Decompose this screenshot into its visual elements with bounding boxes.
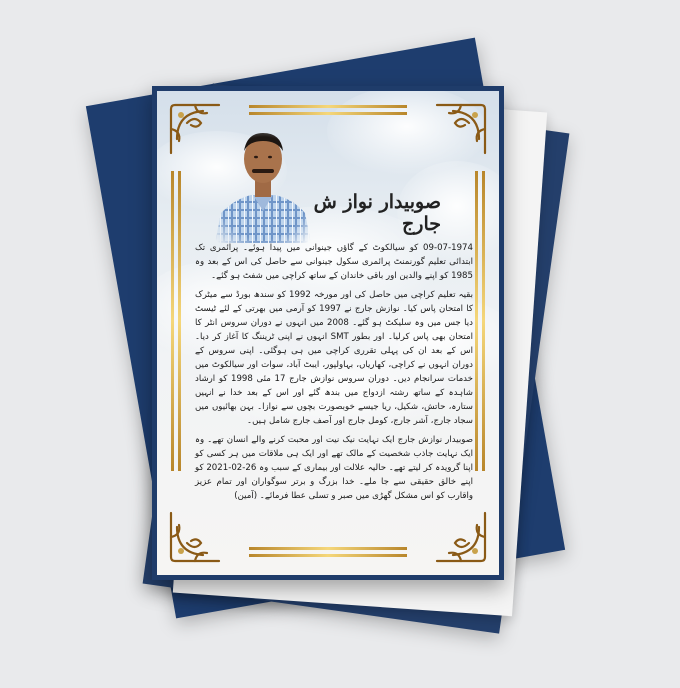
gold-left-line-2 [178, 171, 181, 471]
paragraph-career: بقیہ تعلیم کراچی میں حاصل کی اور مورخہ 1992 کو سندھ بورڈ سے میٹرک کا امتحان پاس کیا۔ نوازش جارج نے 1997 کو آرمی میں بھرتی کے لئے ٹیسٹ دیا جس میں وہ سلیکٹ ہو گئے۔ 2008 میں انہوں نے دوران سروس انٹر کا امتحان بھی پاس کرلیا۔ اور بطور SMT انہوں نے اپنی ٹریننگ کا آغاز کر دیا۔ اس کے بعد ان کی پہلی تقرری کراچی میں ہی ہوگئی۔ اپنی سروس کے دوران انہوں نے کراچی، کھاریاں، بہاولپور، ایبٹ آباد، سوات اور سیالکوٹ میں خدمات سرانجام دیں۔ دوران سروس نوازش جارج 17 مئی 1998 کو ارشاد شاہدہ کے ساتھ رشتہ ازدواج میں بندھ گئے اور اس کے بعد خدا نے انہیں ستارہ، حاتش، شکیل، ریا جیسے خوبصورت بچوں سے نوازا۔ بہن بھائیوں میں سجاد جارج، آشر جارج، کومل جارج اور آصف جارج شامل ہیں۔ [195, 290, 474, 426]
gold-left-line-1 [171, 171, 174, 471]
gold-top-line-2 [249, 112, 407, 115]
gold-right-line-2 [482, 171, 485, 471]
memorial-title: صوبیدار نواز ش جارج [313, 191, 441, 235]
gold-bottom-line-1 [249, 547, 407, 550]
memorial-body [195, 241, 473, 537]
gold-corner-flourish-icon [431, 99, 491, 159]
gold-right-line-1 [475, 171, 478, 471]
gold-top-line-1 [249, 105, 407, 108]
gold-corner-flourish-icon [165, 99, 225, 159]
paragraph-birth: 09-07-1974 کو سیالکوٹ کے گاؤں جینوانی میں پیدا ہوئے۔ پرائمری تک ابتدائی تعلیم گورنمنٹ پرائمری سکول جینوانی سے حاصل کی اس کے بعد وہ 1985 کو اپنے والدین اور باقی خاندان کے ساتھ کراچی میں شفٹ ہو گئے۔ [195, 243, 473, 281]
memorial-flyer [152, 86, 504, 580]
paragraph-tribute: صوبیدار نوازش جارج ایک نہایت نیک نیت اور محبت کرنے والے انسان تھے۔ وہ ایک نہایت جاذب شخصیت کے مالک تھے اور ایک ہی ملاقات میں ہر کسی کو اپنا گرویدہ کر لیتے تھے۔ حالیہ علالت اور بیماری کے سبب وہ 26-02-2021 کو اپنے خالق حقیقی سے جا ملے۔ خدا بزرگ و برتر سوگواران اور تمام عزیز واقارب کو اس مشکل گھڑی میں صبر و تسلی عطا فرمائے۔ (آمین) [195, 435, 473, 501]
gold-bottom-line-2 [249, 554, 407, 557]
flyer-inner-panel [157, 91, 499, 575]
